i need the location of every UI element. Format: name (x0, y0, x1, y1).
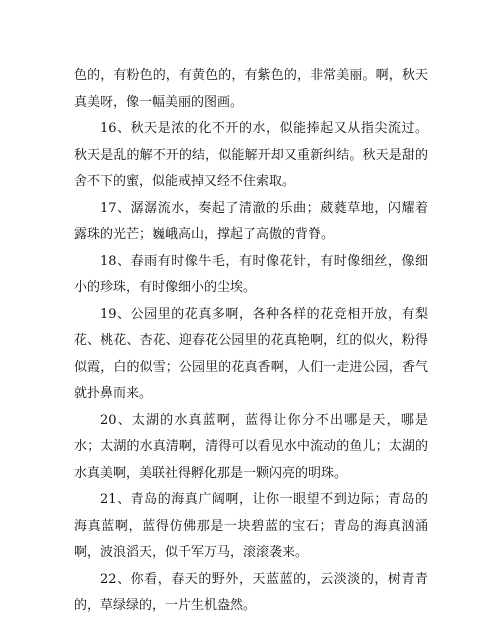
document-body (74, 63, 428, 620)
paragraph-19: 19、公园里的花真多啊，各种各样的花竞相开放，有梨花、桃花、杏花、迎春花公园里的花真艳啊，红的似火，粉得似霞，白的似雪；公园里的花真香啊，人们一走进公园，香气就扑鼻而来。 (74, 306, 428, 401)
paragraph-16: 16、秋天是浓的化不开的水，似能捧起又从指尖流过。秋天是乱的解不开的结，似能解开却又重新纠结。秋天是甜的舍不下的蜜，似能戒掉又经不住索取。 (74, 121, 428, 189)
paragraph-20: 20、太湖的水真蓝啊，蓝得让你分不出哪是天，哪是水；太湖的水真清啊，清得可以看见水中流动的鱼儿；太湖的水真美啊，美联社得孵化那是一颗闪亮的明珠。 (74, 412, 428, 481)
paragraph-22: 22、你看，春天的野外，天蓝蓝的，云淡淡的，树青青的，草绿绿的，一片生机盎然。 (74, 571, 428, 613)
paragraph-17: 17、潺潺流水，奏起了清澈的乐曲；葳蕤草地，闪耀着露珠的光芒；巍峨高山，撑起了高傲的背脊。 (74, 200, 428, 242)
paragraph-18: 18、春雨有时像牛毛，有时像花针，有时像细丝，像细小的珍珠，有时像细小的尘埃。 (74, 253, 428, 295)
paragraph-21: 21、青岛的海真广阔啊，让你一眼望不到边际；青岛的海真蓝啊，蓝得仿佛那是一块碧蓝的宝石；青岛的海真汹涌啊，波浪滔天，似千军万马，滚滚袭来。 (74, 492, 428, 560)
paragraph-continuation: 色的，有粉色的，有黄色的，有紫色的，非常美丽。啊，秋天真美呀，像一幅美丽的图画。 (74, 68, 428, 110)
